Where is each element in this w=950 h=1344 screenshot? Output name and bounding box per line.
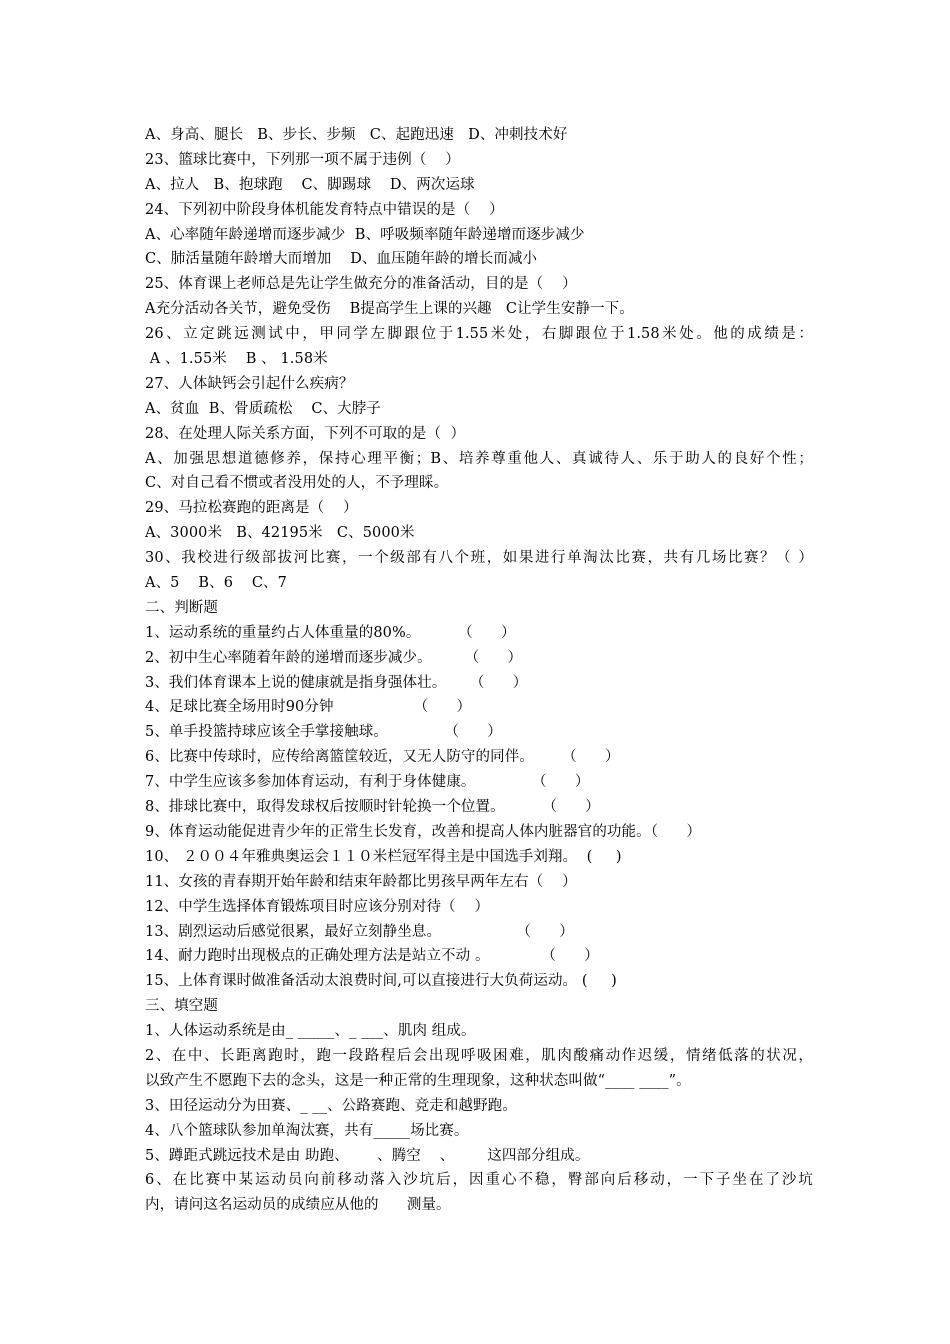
true-false-item-11: 11、女孩的青春期开始年龄和结束年龄都比男孩早两年左右（ ） [145, 873, 577, 890]
question-26: 26、立定跳远测试中，甲同学左脚跟位于1.55米处，右脚跟位于1.58米处。他的成绩是： [145, 326, 813, 343]
document-body [145, 123, 813, 1218]
true-false-item-14: 14、耐力跑时出现极点的正确处理方法是站立不动 。 （ ） [145, 948, 599, 965]
fill-in-item-2: 2、在中、长距离跑时，跑一段路程后会出现呼吸困难，肌肉酸痛动作迟缓，情绪低落的状况， [145, 1047, 813, 1064]
answer-options-q28-ab: A、加强思想道德修养，保持心理平衡；B、培养尊重他人、真诚待人、乐于助人的良好个性； [145, 450, 813, 467]
answer-options-q29: A、3000米 B、42195米 C、5000米 [145, 525, 415, 542]
answer-options-q27: A、贫血 B、骨质疏松 C、大脖子 [145, 400, 381, 417]
section-heading-fill-in: 三、填空题 [145, 998, 218, 1015]
answer-options-q22: A、身高、腿长 B、步长、步频 C、起跑迅速 D、冲刺技术好 [145, 127, 568, 143]
true-false-item-4: 4、足球比赛全场用时90分钟 （ ） [145, 699, 472, 716]
answer-options-q24-ab: A、心率随年龄递增而逐步减少 B、呼吸频率随年龄递增而逐步减少 [145, 226, 585, 243]
fill-in-item-3: 3、田径运动分为田赛、_ __、公路赛跑、竞走和越野跑。 [145, 1097, 517, 1114]
answer-options-q24-cd: C、肺活量随年龄增大而增加 D、血压随年龄的增长而减小 [145, 251, 538, 268]
question-29: 29、马拉松赛跑的距离是（ ） [145, 500, 358, 517]
true-false-item-5: 5、单手投篮持球应该全手掌接触球。 （ ） [145, 724, 502, 741]
question-24: 24、下列初中阶段身体机能发育特点中错误的是（ ） [145, 201, 504, 218]
answer-options-q26: A 、1.55米 B 、 1.58米 [145, 351, 328, 368]
true-false-item-12: 12、中学生选择体育锻炼项目时应该分别对待（ ） [145, 898, 490, 915]
true-false-item-7: 7、中学生应该多参加体育运动，有利于身体健康。 （ ） [145, 774, 590, 791]
true-false-item-10: 10、 ２００４年雅典奥运会１１０米栏冠军得主是中国选手刘翔。 ( ) [145, 848, 622, 865]
answer-options-q23: A、拉人 B、抱球跑 C、脚踢球 D、两次运球 [145, 176, 475, 193]
fill-in-item-6-continued: 内，请问这名运动员的成绩应从他的 测量。 [145, 1197, 451, 1214]
fill-in-item-5: 5、蹲距式跳远技术是由 助跑、 、腾空 、 这四部分组成。 [145, 1147, 590, 1164]
question-25: 25、体育课上老师总是先让学生做充分的准备活动，目的是（ ） [145, 276, 577, 293]
fill-in-item-4: 4、八个篮球队参加单淘汰赛，共有_____场比赛。 [145, 1122, 469, 1139]
question-23: 23、篮球比赛中，下列那一项不属于违例（ ） [145, 151, 460, 168]
question-27: 27、人体缺钙会引起什么疾病？ [145, 375, 354, 392]
true-false-item-6: 6、比赛中传球时，应传给离篮筐较近，又无人防守的同伴。 （ ） [145, 749, 620, 766]
true-false-item-1: 1、运动系统的重量约占人体重量的80%。 （ ） [145, 624, 516, 641]
true-false-item-2: 2、初中生心率随着年龄的递增而逐步减少。 （ ） [145, 649, 523, 666]
answer-options-q28-c: C、对自己看不惯或者没用处的人，不予理睬。 [145, 475, 449, 492]
true-false-item-13: 13、剧烈运动后感觉很累，最好立刻静坐息。 （ ） [145, 923, 574, 940]
question-28: 28、在处理人际关系方面，下列不可取的是（ ） [145, 425, 466, 442]
true-false-item-8: 8、排球比赛中，取得发球权后按顺时针轮换一个位置。 （ ） [145, 799, 600, 816]
fill-in-item-6: 6、在比赛中某运动员向前移动落入沙坑后，因重心不稳，臀部向后移动，一下子坐在了沙坑 [145, 1172, 813, 1189]
fill-in-item-1: 1、人体运动系统是由_ _____、_ ___、肌肉 组成。 [145, 1023, 476, 1040]
answer-options-q30: A、5 B、6 C、7 [145, 575, 287, 592]
true-false-item-15: 15、上体育课时做准备活动太浪费时间,可以直接进行大负荷运动。 ( ) [145, 973, 617, 990]
section-heading-true-false: 二、判断题 [145, 599, 218, 616]
fill-in-item-2-continued: 以致产生不愿跑下去的念头，这是一种正常的生理现象，这种状态叫做“____ ____”。 [145, 1072, 691, 1089]
question-30: 30、我校进行级部拔河比赛，一个级部有八个班，如果进行单淘汰比赛，共有几场比赛？（ ） [145, 550, 813, 567]
true-false-item-9: 9、体育运动能促进青少年的正常生长发育，改善和提高人体内脏器官的功能。（ ） [145, 823, 701, 840]
answer-options-q25: A充分活动各关节，避免受伤 B提高学生上课的兴趣 C让学生安静一下。 [145, 301, 634, 318]
true-false-item-3: 3、我们体育课本上说的健康就是指身强体壮。 （ ） [145, 674, 528, 691]
